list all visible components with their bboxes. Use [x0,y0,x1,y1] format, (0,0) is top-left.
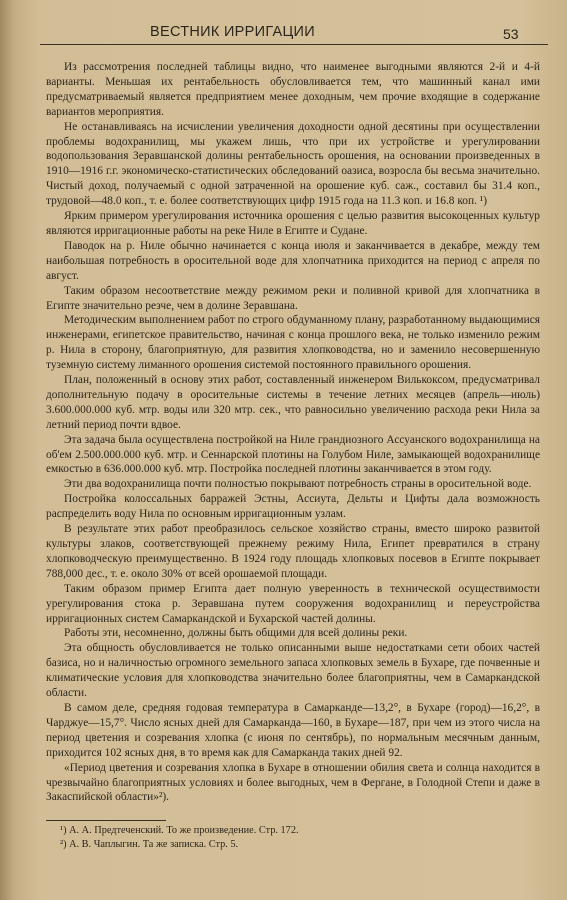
paragraph: Эти два водохранилища почти полностью покрывают потребность страны в оросительной воде. [64,478,532,491]
paragraph: «Период цветения и созревания хлопка в Бухаре в отношении обилия света и солнца находится в чрезвычайно благоприятных условиях и более выгодных, чем в Фергане, в Голодной Степи и даже в Закаспийской области»²). [46,761,540,804]
paragraph: Паводок на р. Ниле обычно начинается с конца июля и заканчивается в декабре, между тем наибольшая потребность в оросительной воде для хлопчатника приходится на период с апреля по август. [46,239,540,282]
article-body [46,60,540,805]
footnote: ²) А. В. Чаплыгин. Та же записка. Стр. 5. [60,838,239,850]
journal-title: ВЕСТНИК ИРРИГАЦИИ [150,24,315,40]
page-number: 53 [503,26,519,42]
paragraph: Не останавливаясь на исчислении увеличения доходности одной десятины при осуществлении проблемы водохранилищ, мы укажем лишь, что при их устройстве и урегулировании водопользования Зеравшанской долины рентабельность орошения, на основании произведенных в 1910—1916 г.г. экономическо-статистических обследований оазиса, возросла бы весьма значительно. Чистый доход, получаемый с одной затраченной на орошение куб. саж., составил бы 31.4 коп., трудовой—48.0 коп., т. е. более соответствующих цифр 1915 года на 11.3 коп. и 16.8 коп. ¹) [46,120,540,208]
paragraph: Ярким примером урегулирования источника орошения с целью развития высокоценных культур являются ирригационные работы на реке Ниле в Египте и Судане. [46,210,540,237]
paragraph: Из рассмотрения последней таблицы видно, что наименее выгодными являются 2-й и 4-й варианты. Меньшая их рентабельность обусловливается тем, что машинный канал ими предусматриваемый является предприятием менее доходным, чем прочие входящие в содержание вариантов мероприятия. [46,61,540,118]
footnotes [60,824,530,851]
header-rule [40,44,548,45]
running-header [0,18,567,48]
paragraph: Постройка колоссальных барражей Эстны, Ассиута, Дельты и Цифты дала возможность распределить воду Нила по основным ирригационным узлам. [46,493,540,521]
paragraph: Методическим выполнением работ по строго обдуманному плану, разработанному выдающимися инженерами, египетское правительство, начиная с конца прошлого века, не только изменило режим р. Нила в сторону, благоприятную, для развития хлопководства, но и заменило несовершенную туземную систему лиманного орошения системой постоянного правильного орошения. [46,314,540,372]
paragraph: Эта общность обусловливается не только описанными выше недостатками сети обоих частей базиса, но и наличностью огромного земельного запаса хлопковых земель в Бухаре, где почвенные и климатические условия для хлопководства значительно более благоприятны, чем в Самаркандской области. [46,642,540,700]
paragraph: План, положенный в основу этих работ, составленный инженером Вилькоксом, предусматривал дополнительную подачу в оросительные системы в течение летних месяцев (апрель—июль) 3.600.000.000 куб. мтр. воды или 320 мтр. сек., что равносильно увеличению расхода реки Нила за летний период почти вдвое. [46,374,540,431]
paragraph: В результате этих работ преобразилось сельское хозяйство страны, вместо широко развитой культуры злаков, соответствующей прежнему режиму Нила, Египет превратился в страну хлопководческую преимущественно. В 1924 году площадь хлопковых посевов в Египте покрывает 788,000 дес., т. е. около 30% от всей орошаемой площади. [46,523,540,580]
footnote: ¹) А. А. Предтеченский. То же произведение. Стр. 172. [60,825,299,836]
paragraph: Таким образом несоответствие между режимом реки и поливной кривой для хлопчатника в Египте значительно резче, чем в долине Зеравшана. [46,284,540,312]
paragraph: Работы эти, несомненно, должны быть общими для всей долины реки. [64,627,408,640]
paragraph: В самом деле, средняя годовая температура в Самарканде—13,2°, в Бухаре (город)—16,2°, в Чарджуе—15,7°. Число ясных дней для Самарканда—160, в Бухаре—187, при чем из этого числа на период цветения и созревания хлопка (с июня по сентябрь), по нормальным месячным данным, приходится 102 ясных дня, в то время как для Самарканда таких дней 92. [46,701,540,759]
footnote-rule [46,820,166,821]
paragraph: Эта задача была осуществлена постройкой на Ниле грандиозного Ассуанского водохранилища на об'ем 2.500.000.000 куб. мтр. и Сеннарской плотины на Голубом Ниле, замыкающей водохранилище емкостью в 636.000.000 куб. мтр. Постройка последней плотины заканчивается в этом году. [46,433,540,476]
paragraph: Таким образом пример Египта дает полную уверенность в технической осуществимости урегулирования стока р. Зеравшана путем сооружения водохранилищ и переустройства ирригационных систем Самаркандской и Бухарской частей долины. [46,582,540,625]
